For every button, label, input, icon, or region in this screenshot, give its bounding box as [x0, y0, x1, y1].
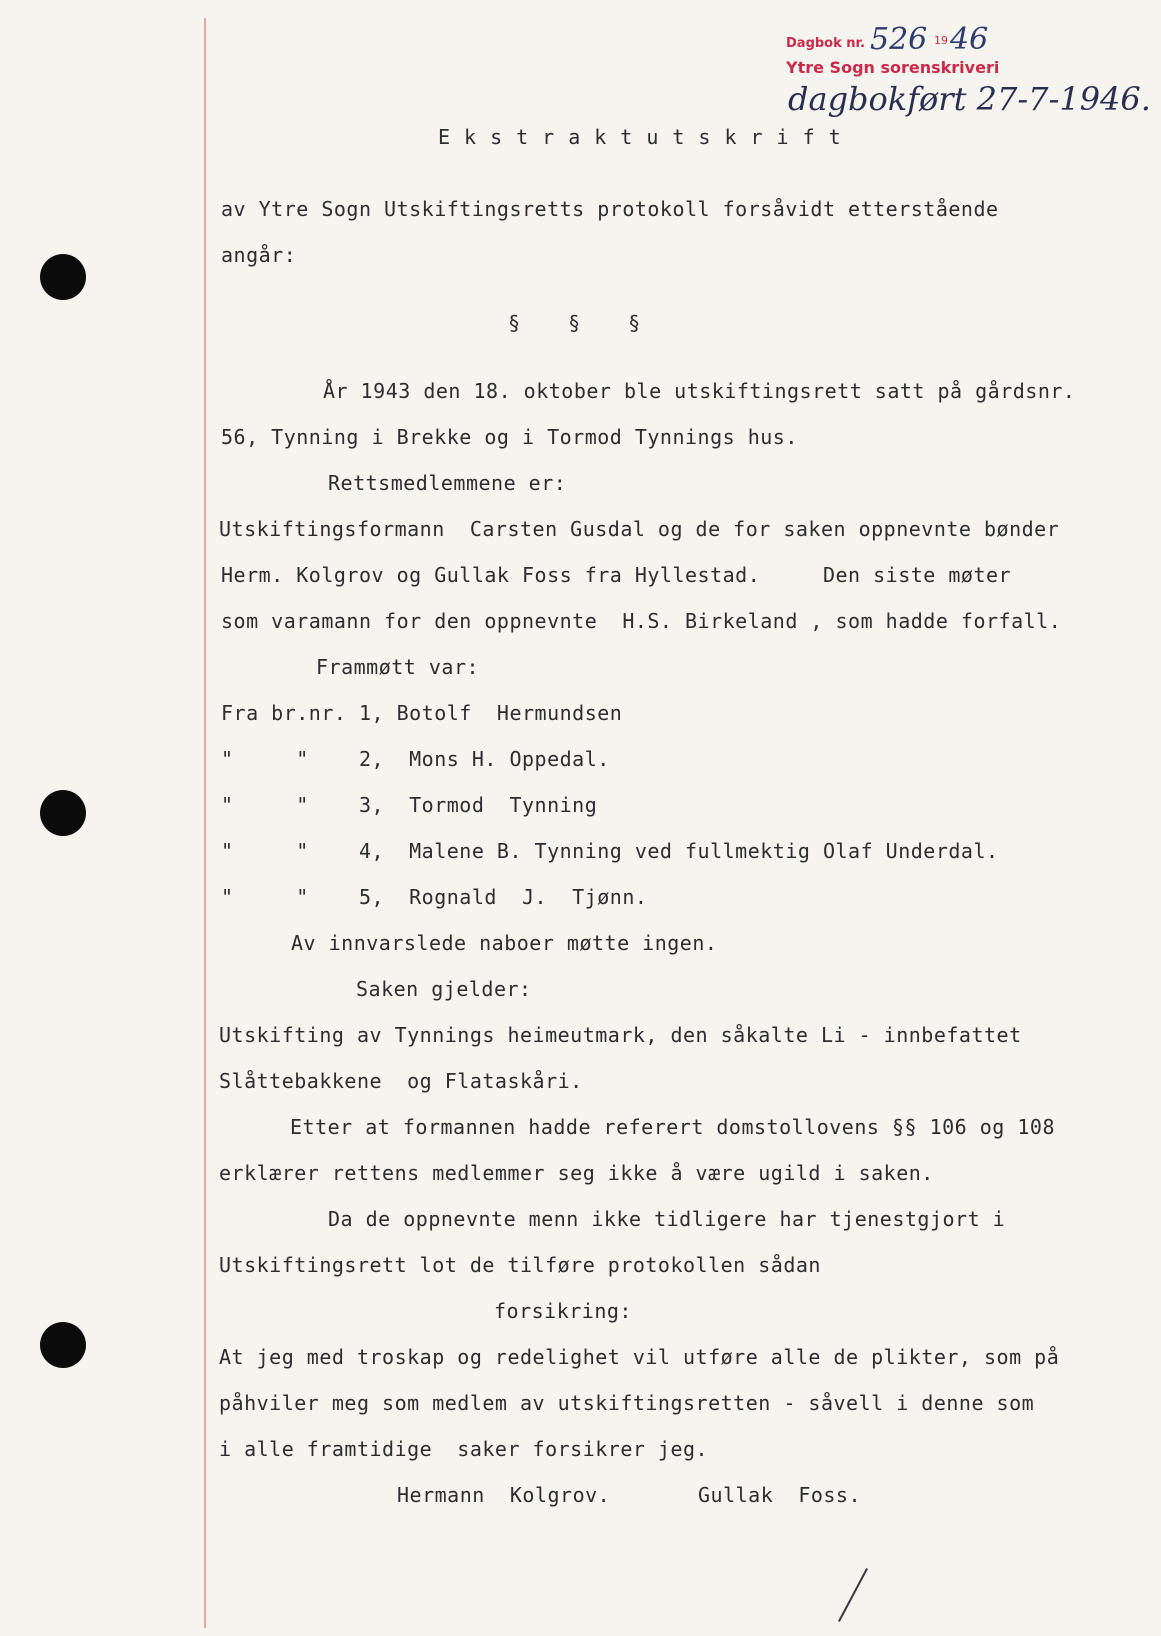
text-line-16: Av innvarslede naboer møtte ingen. [291, 931, 718, 955]
attendee-line-1: Fra br.nr. 1, Botolf Hermundsen [221, 701, 623, 725]
text-line-1: av Ytre Sogn Utskiftingsretts protokoll forsåvidt etterstående [221, 197, 999, 221]
text-line-27: i alle framtidige saker forsikrer jeg. [219, 1437, 709, 1461]
handwritten-dagbok-note: dagbokført 27-7-1946. [788, 80, 1151, 118]
text-line-21: erklærer rettens medlemmer seg ikke å være ugild i saken. [219, 1161, 934, 1185]
heading-saken-gjelder: Saken gjelder: [356, 977, 532, 1001]
text-line-8: Herm. Kolgrov og Gullak Foss fra Hyllestad. Den siste møter [221, 563, 1012, 587]
attendee-line-4: " " 4, Malene B. Tynning ved fullmektig Olaf Underdal. [221, 839, 999, 863]
heading-rettsmedlemmene: Rettsmedlemmene er: [328, 471, 567, 495]
text-line-22: Da de oppnevnte menn ikke tidligere har tjenestgjort i [328, 1207, 1006, 1231]
document-title: Ekstraktutskrift [438, 125, 855, 149]
attendee-line-2: " " 2, Mons H. Oppedal. [221, 747, 610, 771]
stamp-year-prefix: 19 [934, 34, 948, 47]
punch-hole-top [40, 254, 86, 300]
dagbok-number: 526 [870, 22, 928, 57]
text-line-25: At jeg med troskap og redelighet vil utføre alle de plikter, som på [219, 1345, 1060, 1369]
text-line-20: Etter at formannen hadde referert domstollovens §§ 106 og 108 [290, 1115, 1056, 1139]
punch-hole-bottom [40, 1322, 86, 1368]
text-line-9: som varamann for den oppnevnte H.S. Birkeland , som hadde forfall. [221, 609, 1062, 633]
text-line-19: Slåttebakkene og Flataskåri. [219, 1069, 583, 1093]
text-line-4: År 1943 den 18. oktober ble utskiftingsrett satt på gårdsnr. [323, 379, 1076, 403]
text-line-18: Utskifting av Tynnings heimeutmark, den såkalte Li - innbefattet [219, 1023, 1022, 1047]
section-marks: § § § [508, 311, 659, 335]
text-line-5: 56, Tynning i Brekke og i Tormod Tynnings hus. [221, 425, 798, 449]
stamp-dagbok-label: Dagbok nr. [786, 36, 866, 51]
stamp-office: Ytre Sogn sorenskriveri [786, 58, 1000, 77]
text-line-23: Utskiftingsrett lot de tilføre protokollen sådan [219, 1253, 821, 1277]
text-line-7: Utskiftingsformann Carsten Gusdal og de for saken oppnevnte bønder [219, 517, 1060, 541]
margin-rule [204, 18, 206, 1628]
punch-hole-middle [40, 790, 86, 836]
heading-frammott: Frammøtt var: [316, 655, 480, 679]
text-line-2: angår: [221, 243, 297, 267]
attendee-line-5: " " 5, Rognald J. Tjønn. [221, 885, 648, 909]
heading-forsikring: forsikring: [494, 1299, 632, 1323]
attendee-line-3: " " 3, Tormod Tynning [221, 793, 598, 817]
dagbok-year: 46 [950, 22, 989, 57]
signature-names: Hermann Kolgrov. Gullak Foss. [397, 1483, 862, 1507]
text-line-26: påhviler meg som medlem av utskiftingsretten - såvell i denne som [219, 1391, 1035, 1415]
pen-stroke-mark [838, 1568, 868, 1622]
